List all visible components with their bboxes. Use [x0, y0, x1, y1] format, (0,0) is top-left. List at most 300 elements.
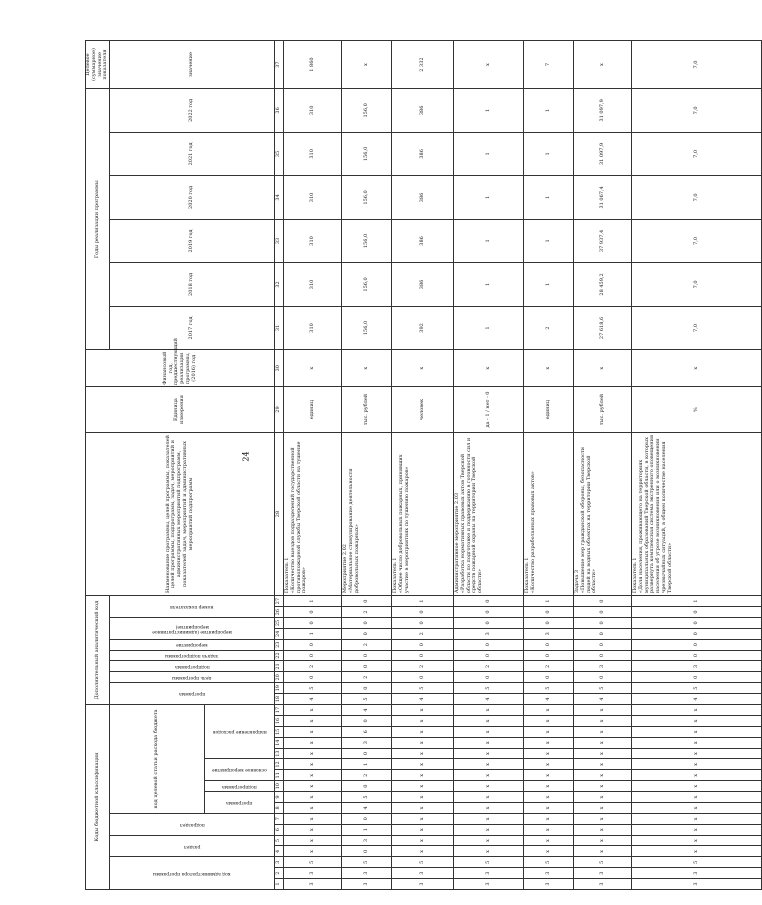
code-cell: х: [284, 803, 342, 814]
code-cell: х: [454, 835, 524, 846]
code-cell: 0: [342, 748, 392, 759]
code-cell: х: [632, 813, 762, 824]
code-cell: 4: [574, 694, 632, 705]
code-cell: х: [632, 737, 762, 748]
code-cell: х: [454, 726, 524, 737]
code-cell: х: [284, 705, 342, 716]
code-cell: х: [392, 803, 454, 814]
row-target-value: х: [454, 41, 524, 89]
code-cell: 4: [284, 694, 342, 705]
code-cell: 0: [392, 672, 454, 683]
code-cell: х: [524, 813, 574, 824]
code-cell: 3: [454, 628, 524, 639]
row-year-value: 37 937,4: [574, 219, 632, 263]
row-base-year-value: х: [342, 350, 392, 387]
code-cell: 0: [284, 607, 342, 618]
table-row: [524, 41, 574, 890]
code-cell: 6: [342, 726, 392, 737]
code-cell: х: [574, 792, 632, 803]
row-base-year-value: х: [454, 350, 524, 387]
code-cell: х: [454, 716, 524, 727]
an-target-header: цель программы: [172, 674, 212, 680]
code-cell: 5: [284, 857, 342, 868]
row-year-value: 7,0: [632, 89, 762, 133]
analytic-group-header: Дополнительный аналитический код: [86, 596, 110, 705]
code-cell: 0: [632, 607, 762, 618]
code-cell: 0: [632, 639, 762, 650]
code-cell: х: [392, 726, 454, 737]
row-year-value: 156,0: [342, 219, 392, 263]
table-row: [284, 41, 342, 890]
code-cell: х: [632, 781, 762, 792]
row-target-value: 7: [524, 41, 574, 89]
row-year-value: 386: [392, 219, 454, 263]
column-numbering-row: [275, 41, 284, 890]
column-number: 18: [275, 694, 284, 705]
code-cell: 2: [284, 661, 342, 672]
code-cell: х: [284, 759, 342, 770]
code-cell: х: [284, 748, 342, 759]
code-cell: 0: [632, 672, 762, 683]
code-cell: 5: [524, 857, 574, 868]
razdel-header: раздел: [183, 843, 201, 849]
code-cell: 0: [342, 661, 392, 672]
program-indicators-table: [85, 40, 762, 890]
row-year-value: 28 459,2: [574, 263, 632, 307]
column-number: 10: [275, 781, 284, 792]
row-year-value: 31 067,4: [574, 176, 632, 220]
code-cell: х: [524, 748, 574, 759]
code-cell: 2: [342, 639, 392, 650]
code-cell: х: [632, 759, 762, 770]
code-cell: х: [454, 748, 524, 759]
code-cell: 5: [342, 694, 392, 705]
code-cell: 3: [454, 868, 524, 879]
an-event-header: мероприятие: [176, 642, 208, 648]
code-cell: 3: [392, 879, 454, 890]
kcsr-group-header: код целевой статьи расхода бюджета: [110, 705, 205, 814]
row-year-value: 7,0: [632, 176, 762, 220]
row-year-value: 156,0: [342, 176, 392, 220]
column-number: 12: [275, 759, 284, 770]
code-cell: 1: [284, 596, 342, 607]
code-cell: 3: [342, 868, 392, 879]
code-cell: х: [392, 813, 454, 824]
name-column-header: Наименование программы, целей программы, показателей целей программы, подпрограмм, задач, мероприятий и административных мероприятий подпрограмм, показателей задач, мероприятий и административных мероприятий подпрограмм: [86, 432, 275, 595]
column-number: 21: [275, 661, 284, 672]
code-cell: 0: [342, 628, 392, 639]
row-target-value: 1 860: [284, 41, 342, 89]
an-indicator-num-header: номер показателя: [170, 604, 214, 610]
code-cell: х: [524, 824, 574, 835]
admin-code-header: код администратора программы: [153, 870, 231, 876]
code-cell: 4: [454, 694, 524, 705]
row-target-value: х: [574, 41, 632, 89]
column-number: 26: [275, 607, 284, 618]
column-number: 28: [275, 432, 284, 595]
code-cell: х: [574, 737, 632, 748]
code-cell: х: [574, 770, 632, 781]
code-cell: 3: [632, 661, 762, 672]
row-year-value: 7,0: [632, 306, 762, 350]
code-cell: 0: [454, 607, 524, 618]
an-event-admin-header: мероприятие (административное мероприятие): [152, 623, 232, 634]
column-number: 29: [275, 387, 284, 433]
code-cell: 2: [392, 661, 454, 672]
code-cell: х: [392, 748, 454, 759]
code-cell: 0: [342, 596, 392, 607]
code-cell: 3: [342, 835, 392, 846]
column-number: 19: [275, 683, 284, 694]
code-cell: х: [392, 770, 454, 781]
code-cell: 0: [524, 618, 574, 629]
row-year-value: 386: [392, 89, 454, 133]
column-number: 11: [275, 770, 284, 781]
row-year-value: 156,0: [342, 263, 392, 307]
column-number: 15: [275, 726, 284, 737]
row-name: Показатель 1 «Общее число добровольных пожарных, принявших участие в мероприятиях по тушению пожаров»: [392, 432, 454, 595]
code-cell: х: [632, 824, 762, 835]
row-unit: да - 1 / нет - 0: [454, 387, 524, 433]
rotated-page-content: [85, 40, 699, 890]
code-cell: х: [574, 803, 632, 814]
row-unit: %: [632, 387, 762, 433]
kcsr-rashod-header: направление расходов: [212, 729, 267, 735]
code-cell: 1: [342, 824, 392, 835]
code-cell: 3: [284, 868, 342, 879]
code-cell: 5: [342, 792, 392, 803]
row-unit: тыс. рублей: [574, 387, 632, 433]
code-cell: х: [574, 835, 632, 846]
code-cell: 2: [342, 607, 392, 618]
kcsr-program-header: программа: [226, 800, 253, 806]
code-cell: х: [524, 792, 574, 803]
row-year-value: 310: [284, 132, 342, 176]
code-cell: 0: [392, 639, 454, 650]
row-name: Административное мероприятие 2.03 «Разработка нормативных правовых актов Тверской области по подготовке и поддержанию в готовности сил и средств пожарной охраны на территории Тверской области»: [454, 432, 524, 595]
code-cell: 4: [392, 694, 454, 705]
row-unit: единиц: [284, 387, 342, 433]
row-year-value: 7,0: [632, 132, 762, 176]
row-year-value: 386: [392, 132, 454, 176]
row-base-year-value: х: [392, 350, 454, 387]
code-cell: х: [454, 759, 524, 770]
row-year-value: 1: [524, 176, 574, 220]
an-subprogram-header: подпрограмма: [174, 664, 210, 670]
code-cell: 0: [342, 618, 392, 629]
code-cell: х: [574, 716, 632, 727]
code-cell: 3: [342, 879, 392, 890]
code-cell: 0: [342, 846, 392, 857]
code-cell: х: [392, 737, 454, 748]
row-name: Задача 3 «Повышение мер гражданской обороны, безопасности людей на водных объектах на территории Тверской области»: [574, 432, 632, 595]
code-cell: х: [524, 716, 574, 727]
code-cell: х: [524, 705, 574, 716]
kcsr-subprogram-header: подпрограмма: [222, 783, 257, 789]
column-number: 36: [275, 89, 284, 133]
code-cell: 5: [392, 857, 454, 868]
code-cell: х: [454, 737, 524, 748]
code-cell: х: [392, 792, 454, 803]
column-number: 7: [275, 813, 284, 824]
code-cell: 0: [524, 607, 574, 618]
code-cell: х: [284, 824, 342, 835]
row-year-value: 1: [454, 176, 524, 220]
year-2021-header: 2021 год: [110, 132, 275, 176]
row-year-value: 392: [392, 306, 454, 350]
code-cell: х: [392, 759, 454, 770]
code-cell: 0: [342, 650, 392, 661]
column-number: 14: [275, 737, 284, 748]
code-cell: х: [574, 846, 632, 857]
code-cell: х: [284, 835, 342, 846]
table-row: [574, 41, 632, 890]
row-year-value: 310: [284, 89, 342, 133]
row-year-value: 310: [284, 219, 342, 263]
row-year-value: 1: [524, 263, 574, 307]
code-cell: 5: [284, 683, 342, 694]
an-program-header: программа: [178, 691, 206, 697]
code-cell: х: [574, 824, 632, 835]
code-cell: х: [454, 846, 524, 857]
row-base-year-value: х: [632, 350, 762, 387]
column-number: 22: [275, 650, 284, 661]
code-cell: х: [524, 759, 574, 770]
column-number: 9: [275, 792, 284, 803]
code-cell: 0: [632, 650, 762, 661]
code-cell: х: [454, 824, 524, 835]
code-cell: 3: [574, 661, 632, 672]
code-cell: х: [284, 726, 342, 737]
code-cell: 0: [284, 618, 342, 629]
code-cell: 3: [392, 868, 454, 879]
code-cell: х: [574, 748, 632, 759]
code-cell: 0: [632, 618, 762, 629]
code-cell: х: [524, 770, 574, 781]
row-year-value: 386: [392, 263, 454, 307]
code-cell: 3: [284, 879, 342, 890]
code-cell: х: [632, 748, 762, 759]
code-cell: 4: [342, 705, 392, 716]
column-number: 1: [275, 879, 284, 890]
year-2018-header: 2018 год: [110, 263, 275, 307]
code-cell: 5: [454, 857, 524, 868]
code-cell: 2: [342, 770, 392, 781]
code-cell: х: [632, 846, 762, 857]
column-number: 32: [275, 263, 284, 307]
column-number: 8: [275, 803, 284, 814]
code-cell: 0: [392, 607, 454, 618]
code-cell: х: [454, 781, 524, 792]
code-cell: х: [454, 792, 524, 803]
target-value-header: значение: [110, 41, 275, 89]
code-cell: 5: [574, 683, 632, 694]
table-row: [454, 41, 524, 890]
column-number: 4: [275, 846, 284, 857]
table-row: [392, 41, 454, 890]
code-cell: х: [284, 737, 342, 748]
code-cell: х: [574, 781, 632, 792]
code-cell: 4: [632, 694, 762, 705]
code-cell: 3: [574, 879, 632, 890]
code-cell: 0: [574, 618, 632, 629]
code-cell: 0: [574, 672, 632, 683]
code-cell: 5: [342, 857, 392, 868]
code-cell: х: [632, 705, 762, 716]
row-year-value: 1: [524, 132, 574, 176]
code-cell: х: [524, 726, 574, 737]
row-base-year-value: х: [284, 350, 342, 387]
row-target-value: 2 332: [392, 41, 454, 89]
column-number: 25: [275, 618, 284, 629]
row-name: Показатель 1 «Количество выездов подразделений государственной противопожарной службы Тверской области на тушение пожаров»: [284, 432, 342, 595]
column-number: 27: [275, 596, 284, 607]
row-year-value: 156,0: [342, 89, 392, 133]
row-year-value: 31 097,9: [574, 89, 632, 133]
row-name: Показатель 1 «Количество разработанных правовых актов»: [524, 432, 574, 595]
row-year-value: 310: [284, 176, 342, 220]
column-number: 5: [275, 835, 284, 846]
code-cell: 0: [524, 639, 574, 650]
row-name: Показатель 1 «Доля населения, проживающего на территориях муниципальных образований Тверской области, в которых развернута комплексная система экстренного оповещения населения об угрозе возникновения или о возникновении чрезвычайных ситуаций, в общем количестве населения Тверской области»: [632, 432, 762, 595]
code-cell: 3: [632, 879, 762, 890]
code-cell: х: [574, 759, 632, 770]
row-year-value: 310: [284, 263, 342, 307]
code-cell: 1: [524, 596, 574, 607]
code-cell: 5: [574, 857, 632, 868]
code-cell: 0: [342, 781, 392, 792]
row-year-value: 1: [454, 263, 524, 307]
column-number: 24: [275, 628, 284, 639]
code-cell: 1: [342, 759, 392, 770]
column-number: 3: [275, 857, 284, 868]
row-year-value: 1: [454, 89, 524, 133]
column-number: 6: [275, 824, 284, 835]
code-cell: 2: [524, 661, 574, 672]
row-target-value: х: [342, 41, 392, 89]
column-number: 13: [275, 748, 284, 759]
row-year-value: 156,0: [342, 132, 392, 176]
code-cell: 0: [574, 596, 632, 607]
code-cell: 1: [392, 596, 454, 607]
code-cell: х: [392, 781, 454, 792]
row-year-value: 156,0: [342, 306, 392, 350]
code-cell: 2: [342, 672, 392, 683]
code-cell: 3: [342, 737, 392, 748]
code-cell: х: [524, 737, 574, 748]
code-cell: 5: [524, 683, 574, 694]
code-cell: х: [524, 846, 574, 857]
code-cell: х: [284, 846, 342, 857]
row-year-value: 1: [524, 219, 574, 263]
code-cell: 3: [454, 879, 524, 890]
column-number: 2: [275, 868, 284, 879]
year-2022-header: 2022 год: [110, 89, 275, 133]
row-year-value: 310: [284, 306, 342, 350]
years-group-header: Годы реализации программы: [86, 89, 110, 350]
table-row: [342, 41, 392, 890]
year-2017-header: 2017 год: [110, 306, 275, 350]
row-unit: тыс. рублей: [342, 387, 392, 433]
code-cell: 3: [632, 868, 762, 879]
podrazdel-header: подраздел: [179, 821, 205, 827]
code-cell: 0: [524, 672, 574, 683]
column-number: 17: [275, 705, 284, 716]
code-cell: 0: [342, 813, 392, 824]
code-cell: х: [454, 813, 524, 824]
code-cell: х: [454, 705, 524, 716]
code-cell: 0: [342, 683, 392, 694]
an-task-header: задача подпрограммы: [165, 653, 219, 659]
row-base-year-value: х: [574, 350, 632, 387]
code-cell: х: [524, 835, 574, 846]
code-cell: 0: [454, 618, 524, 629]
codes-group-header: Коды бюджетной классификации: [86, 705, 110, 890]
row-year-value: 1: [524, 89, 574, 133]
code-cell: х: [632, 726, 762, 737]
code-cell: 0: [284, 672, 342, 683]
code-cell: х: [632, 803, 762, 814]
code-cell: х: [392, 824, 454, 835]
code-cell: 1: [284, 628, 342, 639]
code-cell: х: [392, 846, 454, 857]
year-2019-header: 2019 год: [110, 219, 275, 263]
code-cell: 4: [342, 803, 392, 814]
code-cell: 0: [342, 716, 392, 727]
code-cell: х: [524, 803, 574, 814]
column-number: 34: [275, 176, 284, 220]
code-cell: 2: [392, 628, 454, 639]
code-cell: х: [632, 770, 762, 781]
code-cell: х: [574, 813, 632, 824]
row-year-value: 2: [524, 306, 574, 350]
target-column-header: Целевое (суммарное) значение показателя: [86, 41, 110, 89]
code-cell: х: [574, 726, 632, 737]
row-year-value: 27 618,6: [574, 306, 632, 350]
code-cell: 0: [574, 607, 632, 618]
code-cell: х: [392, 835, 454, 846]
kcsr-direction-header: основное мероприятие: [212, 767, 267, 773]
code-cell: х: [284, 770, 342, 781]
code-cell: х: [284, 716, 342, 727]
code-cell: х: [284, 781, 342, 792]
code-cell: 2: [454, 661, 524, 672]
code-cell: 5: [454, 683, 524, 694]
code-cell: х: [632, 792, 762, 803]
code-cell: 1: [632, 596, 762, 607]
column-number: 33: [275, 219, 284, 263]
column-number: 23: [275, 639, 284, 650]
column-number: 20: [275, 672, 284, 683]
column-number: 35: [275, 132, 284, 176]
code-cell: 0: [632, 628, 762, 639]
code-cell: х: [524, 781, 574, 792]
code-cell: 5: [632, 683, 762, 694]
row-year-value: 386: [392, 176, 454, 220]
code-cell: 3: [524, 879, 574, 890]
code-cell: х: [574, 705, 632, 716]
code-cell: х: [632, 716, 762, 727]
code-cell: 5: [392, 683, 454, 694]
code-cell: 0: [284, 639, 342, 650]
rotated-table-area: [85, 40, 699, 890]
code-cell: 0: [392, 650, 454, 661]
code-cell: 3: [524, 628, 574, 639]
code-cell: х: [284, 813, 342, 824]
code-cell: 0: [574, 628, 632, 639]
page-number: 24: [241, 451, 251, 462]
row-year-value: 7,0: [632, 263, 762, 307]
